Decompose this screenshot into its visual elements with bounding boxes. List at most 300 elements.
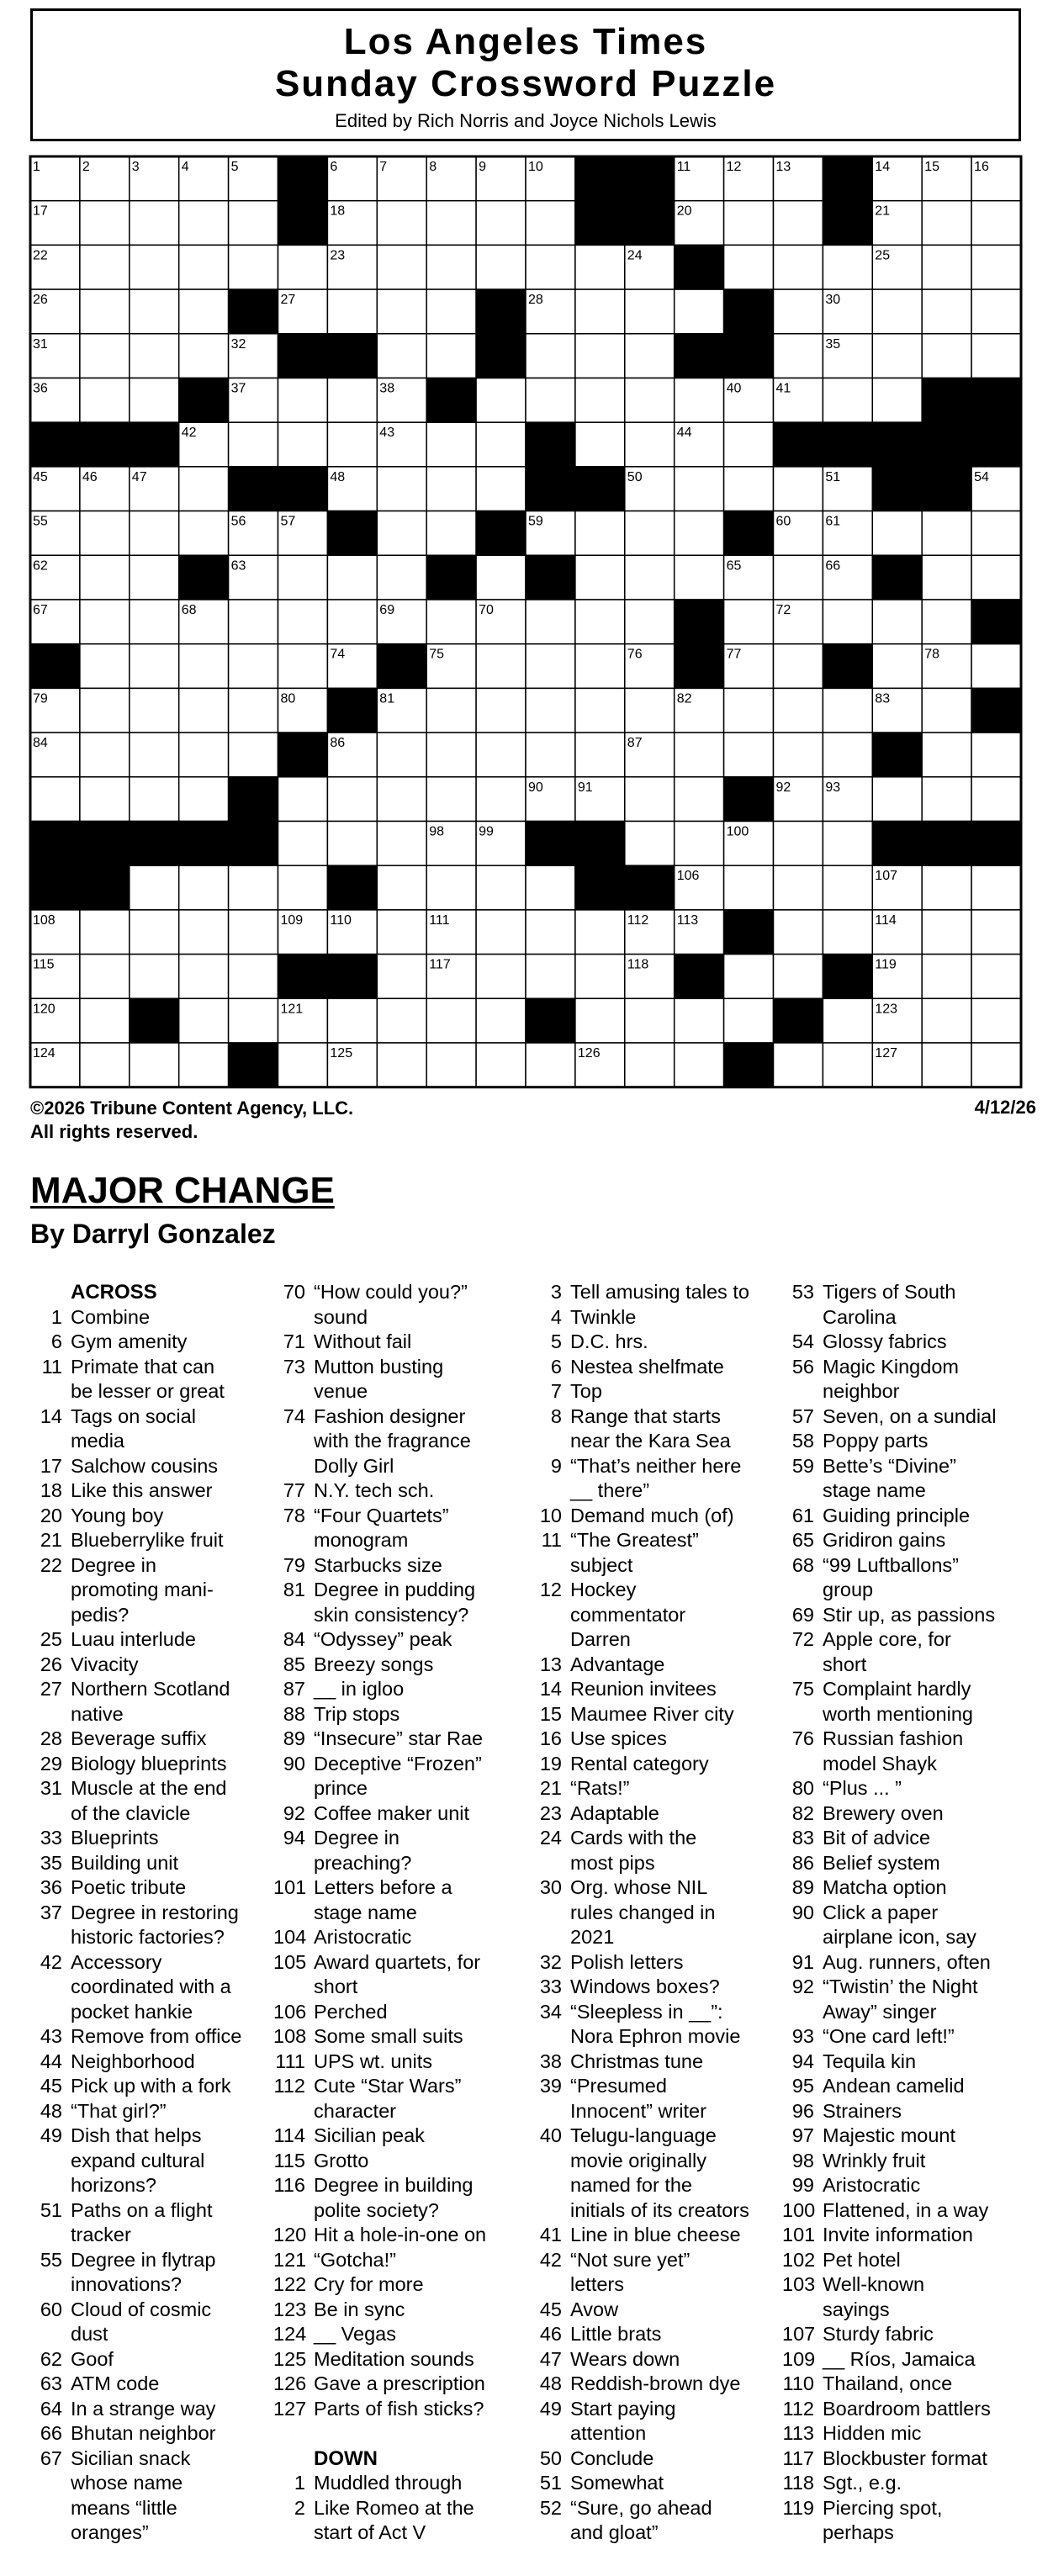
grid-cell[interactable] (426, 998, 476, 1043)
grid-cell[interactable] (130, 865, 179, 910)
grid-cell[interactable] (774, 688, 823, 733)
grid-cell[interactable] (575, 334, 625, 378)
grid-cell[interactable] (80, 1043, 130, 1087)
clue-text (71, 2050, 283, 2075)
clue (782, 1801, 1050, 1827)
grid-cell[interactable] (179, 910, 229, 955)
grid-cell[interactable] (823, 910, 872, 955)
grid-cell[interactable] (971, 733, 1021, 777)
grid-cell[interactable] (872, 777, 922, 822)
clue (530, 1330, 795, 1355)
grid-cell[interactable] (179, 777, 229, 822)
grid-cell[interactable] (377, 1043, 426, 1087)
grid-cell[interactable] (476, 865, 526, 910)
grid-cell[interactable] (377, 467, 426, 511)
clue-text (314, 2050, 542, 2075)
grid-cell[interactable] (575, 511, 625, 556)
grid-cell[interactable] (80, 201, 130, 246)
clue (782, 2074, 1050, 2099)
grid-cell[interactable] (80, 644, 130, 689)
grid-cell[interactable] (675, 998, 724, 1043)
grid-cell[interactable] (476, 201, 526, 246)
grid-cell[interactable] (922, 334, 971, 378)
grid-cell[interactable] (675, 1043, 724, 1087)
clue-number: 24 (539, 1827, 562, 1849)
grid-cell[interactable] (724, 467, 774, 511)
grid-cell[interactable] (922, 555, 971, 600)
clue (273, 2397, 542, 2422)
grid-cell[interactable] (426, 600, 476, 644)
grid-cell[interactable] (625, 422, 675, 467)
grid-cell[interactable] (229, 201, 278, 246)
clue-line: expand cultural (71, 2149, 205, 2171)
grid-cell[interactable] (476, 422, 526, 467)
grid-cell[interactable] (229, 865, 278, 910)
grid-cell[interactable] (229, 910, 278, 955)
grid-cell[interactable] (80, 511, 130, 556)
grid-cell[interactable] (278, 422, 328, 467)
grid-cell[interactable] (377, 733, 426, 777)
clue-number: 49 (539, 2397, 562, 2420)
grid-cell[interactable] (327, 777, 377, 822)
grid-cell[interactable] (377, 511, 426, 556)
clue-line: Well-known (823, 2273, 925, 2295)
grid-cell[interactable] (80, 733, 130, 777)
grid-cell[interactable] (675, 822, 724, 866)
grid-cell[interactable] (30, 777, 80, 822)
clue-line: Biology blueprints (71, 1752, 227, 1775)
clue-text (314, 2149, 542, 2174)
grid-cell[interactable] (426, 289, 476, 334)
grid-cell[interactable] (971, 998, 1021, 1043)
grid-cell[interactable] (377, 555, 426, 600)
grid-cell[interactable] (823, 688, 872, 733)
grid-cell[interactable] (774, 289, 823, 334)
grid-cell[interactable] (476, 644, 526, 689)
grid-cell[interactable] (922, 600, 971, 644)
grid-cell[interactable] (774, 555, 823, 600)
grid-cell[interactable] (229, 600, 278, 644)
clue-line: Gym amenity (71, 1330, 188, 1352)
grid-cell[interactable] (575, 955, 625, 999)
grid-cell[interactable] (774, 822, 823, 866)
grid-cell[interactable] (575, 733, 625, 777)
clue (782, 2272, 1050, 2322)
clue (782, 2223, 1050, 2248)
clue (782, 1528, 1050, 1553)
grid-cell[interactable] (179, 955, 229, 999)
grid-cell[interactable] (426, 1043, 476, 1087)
grid-cell[interactable] (971, 1043, 1021, 1087)
grid-cell[interactable] (476, 467, 526, 511)
clue-number: 17 (40, 1454, 62, 1477)
grid-cell[interactable] (675, 733, 724, 777)
grid-cell[interactable] (922, 289, 971, 334)
grid-cell[interactable] (774, 1043, 823, 1087)
grid-cell[interactable] (872, 334, 922, 378)
grid-cell[interactable] (922, 201, 971, 246)
grid-cell[interactable] (724, 955, 774, 999)
grid-cell[interactable] (130, 555, 179, 600)
grid-cell[interactable] (377, 998, 426, 1043)
grid-cell[interactable] (229, 688, 278, 733)
grid-cell[interactable] (130, 334, 179, 378)
grid-cell[interactable] (575, 600, 625, 644)
grid-cell[interactable] (575, 378, 625, 423)
grid-cell[interactable] (922, 245, 971, 289)
clue-text (314, 2298, 542, 2323)
grid-black-square (80, 822, 130, 866)
grid-cell[interactable] (179, 644, 229, 689)
clue (273, 1925, 542, 1950)
grid-cell[interactable] (179, 688, 229, 733)
grid-cell[interactable] (476, 555, 526, 600)
grid-cell[interactable] (327, 422, 377, 467)
grid-cell[interactable] (377, 289, 426, 334)
grid-cell[interactable] (130, 910, 179, 955)
grid-cell[interactable] (179, 201, 229, 246)
clue-text (823, 1727, 1050, 1776)
grid-cell[interactable] (724, 422, 774, 467)
clue-line: In a strange way (71, 2397, 216, 2420)
clue (782, 1901, 1050, 1950)
clue-text (314, 2223, 542, 2248)
grid-cell[interactable] (426, 422, 476, 467)
grid-cell[interactable] (229, 998, 278, 1043)
grid-cell[interactable] (130, 245, 179, 289)
grid-cell[interactable] (179, 334, 229, 378)
grid-cell[interactable] (130, 733, 179, 777)
clue-line: “Four Quartets” (314, 1504, 449, 1526)
grid-cell[interactable] (724, 733, 774, 777)
grid-number: 115 (33, 957, 55, 972)
grid-cell[interactable] (823, 998, 872, 1043)
grid-cell[interactable] (476, 777, 526, 822)
grid-cell[interactable] (526, 600, 575, 644)
grid-cell[interactable] (229, 644, 278, 689)
grid-cell[interactable] (476, 1043, 526, 1087)
grid-cell[interactable] (922, 688, 971, 733)
grid-cell[interactable] (575, 289, 625, 334)
grid-cell[interactable] (377, 245, 426, 289)
grid-cell[interactable] (526, 245, 575, 289)
grid-cell[interactable] (80, 688, 130, 733)
grid-cell[interactable] (971, 865, 1021, 910)
grid-cell[interactable] (625, 555, 675, 600)
grid-cell[interactable] (575, 555, 625, 600)
grid-cell[interactable] (377, 910, 426, 955)
grid-cell[interactable] (426, 467, 476, 511)
grid-cell[interactable] (278, 777, 328, 822)
grid-cell[interactable] (80, 777, 130, 822)
grid-cell[interactable] (476, 245, 526, 289)
clue-line: Sgt., e.g. (823, 2472, 902, 2494)
clue (30, 2248, 283, 2298)
grid-cell[interactable] (229, 733, 278, 777)
grid-cell[interactable] (575, 910, 625, 955)
grid-cell[interactable] (675, 289, 724, 334)
grid-cell[interactable] (179, 245, 229, 289)
grid-cell[interactable] (724, 201, 774, 246)
grid-cell[interactable] (675, 777, 724, 822)
grid-cell[interactable] (80, 998, 130, 1043)
grid-cell[interactable] (327, 998, 377, 1043)
grid-cell[interactable] (80, 955, 130, 999)
grid-cell[interactable] (625, 378, 675, 423)
grid-cell[interactable] (130, 777, 179, 822)
clue-line: Aristocratic (823, 2174, 921, 2196)
grid-cell[interactable] (724, 865, 774, 910)
grid-cell[interactable] (80, 378, 130, 423)
grid-cell[interactable] (179, 511, 229, 556)
grid-cell[interactable] (377, 334, 426, 378)
grid-cell[interactable] (327, 555, 377, 600)
grid-number: 82 (676, 691, 692, 706)
grid-cell[interactable] (278, 822, 328, 866)
clue (273, 2496, 542, 2546)
grid-cell[interactable] (426, 511, 476, 556)
grid-cell[interactable] (179, 998, 229, 1043)
grid-cell[interactable] (426, 777, 476, 822)
grid-cell[interactable] (426, 334, 476, 378)
grid-cell[interactable] (278, 245, 328, 289)
grid-cell[interactable] (724, 600, 774, 644)
clue-line: tracker (71, 2224, 131, 2245)
clue-number: 45 (539, 2298, 562, 2320)
grid-cell[interactable] (971, 201, 1021, 246)
grid-cell[interactable] (80, 334, 130, 378)
grid-cell[interactable] (327, 378, 377, 423)
grid-cell[interactable] (130, 600, 179, 644)
grid-cell[interactable] (526, 910, 575, 955)
grid-cell[interactable] (179, 467, 229, 511)
grid-cell[interactable] (774, 644, 823, 689)
grid-cell[interactable] (526, 865, 575, 910)
grid-cell[interactable] (229, 245, 278, 289)
grid-cell[interactable] (971, 644, 1021, 689)
grid-cell[interactable] (526, 201, 575, 246)
grid-cell[interactable] (575, 245, 625, 289)
grid-cell[interactable] (675, 378, 724, 423)
grid-cell[interactable] (526, 733, 575, 777)
grid-black-square (675, 600, 724, 644)
grid-cell[interactable] (625, 334, 675, 378)
clue-number: 11 (541, 1529, 562, 1551)
grid-cell[interactable] (625, 998, 675, 1043)
clue-text (823, 2322, 1050, 2347)
grid-cell[interactable] (774, 733, 823, 777)
grid-cell[interactable] (426, 688, 476, 733)
grid-cell[interactable] (80, 600, 130, 644)
grid-cell[interactable] (774, 201, 823, 246)
grid-cell[interactable] (872, 644, 922, 689)
grid-cell[interactable] (526, 1043, 575, 1087)
grid-cell[interactable] (675, 511, 724, 556)
grid-cell[interactable] (179, 1043, 229, 1087)
grid-cell[interactable] (971, 245, 1021, 289)
grid-cell[interactable] (971, 955, 1021, 999)
grid-cell[interactable] (130, 378, 179, 423)
clue-line: Thailand, once (823, 2372, 953, 2394)
clue-line: “Sleepless in __”: (570, 2000, 723, 2023)
clue (30, 2074, 283, 2099)
grid-cell[interactable] (872, 600, 922, 644)
clue (782, 2124, 1050, 2149)
grid-cell[interactable] (377, 201, 426, 246)
grid-cell[interactable] (922, 511, 971, 556)
grid-cell[interactable] (130, 688, 179, 733)
grid-number: 32 (230, 336, 246, 352)
grid-cell[interactable] (130, 644, 179, 689)
grid-black-square (971, 378, 1021, 423)
grid-cell[interactable] (526, 334, 575, 378)
grid-cell[interactable] (774, 955, 823, 999)
clue-number: 64 (40, 2397, 62, 2420)
grid-cell[interactable] (278, 555, 328, 600)
grid-cell[interactable] (625, 289, 675, 334)
grid-cell[interactable] (130, 289, 179, 334)
grid-cell[interactable] (278, 1043, 328, 1087)
grid-cell[interactable] (80, 910, 130, 955)
grid-cell[interactable] (575, 644, 625, 689)
grid-cell[interactable] (625, 511, 675, 556)
grid-cell[interactable] (327, 289, 377, 334)
grid-cell[interactable] (823, 822, 872, 866)
clue (782, 2248, 1050, 2273)
grid-number: 46 (82, 469, 98, 484)
clue-line: Dish that helps (71, 2124, 202, 2146)
grid-cell[interactable] (823, 245, 872, 289)
grid-cell[interactable] (774, 467, 823, 511)
grid-cell[interactable] (179, 865, 229, 910)
grid-cell[interactable] (922, 865, 971, 910)
clue-text (570, 2397, 795, 2446)
grid-cell[interactable] (575, 688, 625, 733)
grid-cell[interactable] (526, 644, 575, 689)
grid-number: 70 (479, 603, 494, 617)
grid-cell[interactable] (130, 955, 179, 999)
grid-cell[interactable] (922, 910, 971, 955)
grid-number: 119 (875, 957, 897, 972)
grid-cell[interactable] (823, 600, 872, 644)
grid-cell[interactable] (278, 644, 328, 689)
grid-cell[interactable] (80, 245, 130, 289)
grid-cell[interactable] (922, 998, 971, 1043)
grid-cell[interactable] (80, 555, 130, 600)
grid-cell[interactable] (971, 511, 1021, 556)
grid-cell[interactable] (575, 422, 625, 467)
grid-cell[interactable] (179, 733, 229, 777)
grid-cell[interactable] (922, 777, 971, 822)
grid-cell[interactable] (476, 955, 526, 999)
grid-cell[interactable] (774, 334, 823, 378)
grid-cell[interactable] (377, 822, 426, 866)
grid-cell[interactable] (675, 467, 724, 511)
clue-heading-row (30, 1280, 283, 1305)
clue-number: 40 (539, 2124, 562, 2146)
grid-cell[interactable] (130, 1043, 179, 1087)
grid-cell[interactable] (774, 245, 823, 289)
grid-cell[interactable] (872, 378, 922, 423)
grid-cell[interactable] (625, 1043, 675, 1087)
grid-cell[interactable] (327, 600, 377, 644)
clue-number: 99 (791, 2174, 814, 2196)
grid-cell[interactable] (675, 555, 724, 600)
grid-cell[interactable] (327, 822, 377, 866)
grid-cell[interactable] (823, 1043, 872, 1087)
grid-cell[interactable] (971, 334, 1021, 378)
grid-cell[interactable] (774, 910, 823, 955)
grid-cell[interactable] (724, 688, 774, 733)
grid-cell[interactable] (377, 777, 426, 822)
clue-number: 123 (273, 2298, 307, 2320)
grid-cell[interactable] (625, 777, 675, 822)
grid-cell[interactable] (278, 378, 328, 423)
grid-cell[interactable] (872, 289, 922, 334)
grid-black-square (872, 733, 922, 777)
clue (273, 2298, 542, 2323)
grid-cell[interactable] (426, 201, 476, 246)
grid-cell[interactable] (229, 422, 278, 467)
grid-cell[interactable] (377, 865, 426, 910)
grid-cell[interactable] (130, 201, 179, 246)
grid-cell[interactable] (575, 998, 625, 1043)
clue (30, 1330, 283, 1355)
grid-cell[interactable] (130, 511, 179, 556)
grid-cell[interactable] (476, 378, 526, 423)
clue (30, 1528, 283, 1553)
grid-cell[interactable] (426, 865, 476, 910)
grid-cell[interactable] (625, 688, 675, 733)
grid-cell[interactable] (625, 822, 675, 866)
grid-cell[interactable] (922, 1043, 971, 1087)
grid-cell[interactable] (278, 865, 328, 910)
grid-cell[interactable] (971, 777, 1021, 822)
grid-cell[interactable] (823, 378, 872, 423)
grid-cell[interactable] (426, 245, 476, 289)
grid-cell[interactable] (476, 733, 526, 777)
grid-cell[interactable] (971, 289, 1021, 334)
grid-cell[interactable] (426, 733, 476, 777)
grid-cell[interactable] (823, 733, 872, 777)
grid-cell[interactable] (476, 910, 526, 955)
grid-cell[interactable] (823, 865, 872, 910)
grid-cell[interactable] (774, 865, 823, 910)
grid-cell[interactable] (971, 555, 1021, 600)
grid-cell[interactable] (922, 955, 971, 999)
grid-cell[interactable] (229, 955, 278, 999)
grid-cell[interactable] (971, 910, 1021, 955)
clue-number: 117 (782, 2446, 814, 2469)
grid-cell[interactable] (278, 600, 328, 644)
grid-cell[interactable] (724, 998, 774, 1043)
grid-cell[interactable] (377, 955, 426, 999)
grid-number: 15 (924, 160, 939, 174)
clue-number: 76 (791, 1727, 814, 1749)
grid-cell[interactable] (526, 955, 575, 999)
grid-cell[interactable] (476, 998, 526, 1043)
grid-cell[interactable] (922, 733, 971, 777)
grid-cell[interactable] (80, 289, 130, 334)
clue-number: 108 (273, 2025, 307, 2047)
grid-cell[interactable] (625, 600, 675, 644)
grid-cell[interactable] (526, 378, 575, 423)
grid-cell[interactable] (476, 688, 526, 733)
grid-cell[interactable] (872, 511, 922, 556)
grid-cell[interactable] (724, 245, 774, 289)
grid-cell[interactable] (179, 289, 229, 334)
grid-cell[interactable] (526, 688, 575, 733)
